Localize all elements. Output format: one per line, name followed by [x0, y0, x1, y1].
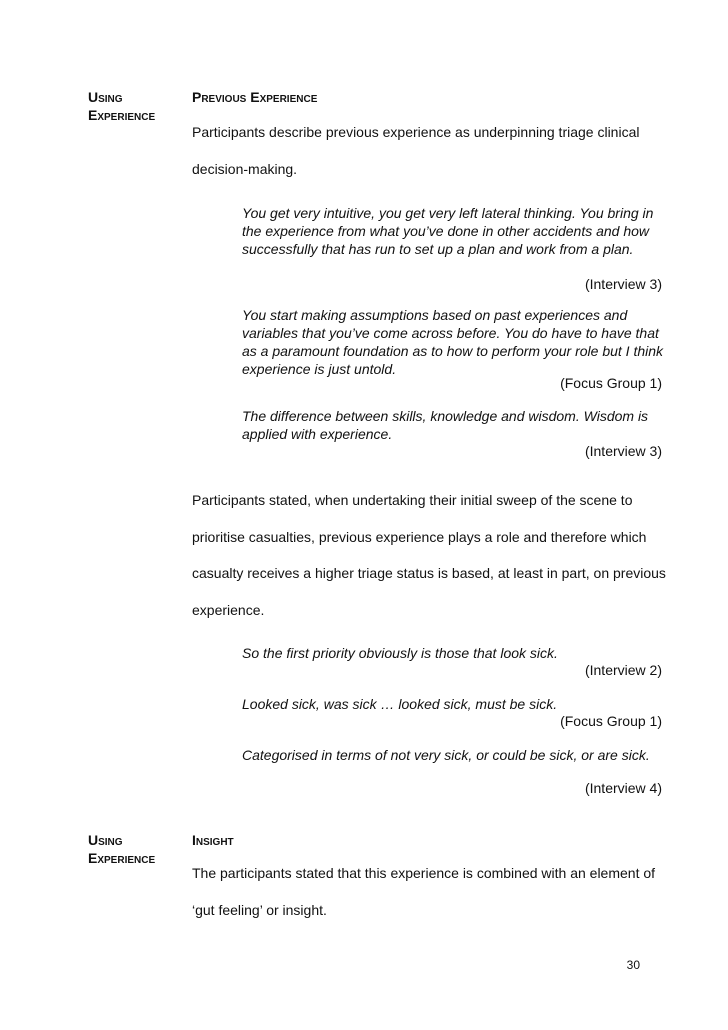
side-label-line-2: Experience: [88, 107, 156, 123]
page-number: 30: [626, 958, 640, 972]
body-paragraph: Participants stated, when undertaking their initial sweep of the scene to prioritise casualties, previous experience plays a role and therefore which casualty receives a higher triage status is based, at least in part, on previous experience.: [192, 492, 666, 618]
block-quote: Categorised in terms of not very sick, or could be sick, or are sick.: [242, 747, 650, 763]
side-label-line-1: Using: [88, 89, 123, 105]
side-label-line-2: Experience: [88, 850, 156, 866]
block-quote: You get very intuitive, you get very left lateral thinking. You bring in the experience from what you’ve done in other accidents and how successfully that has run to set up a plan and work from a plan.: [242, 205, 654, 257]
block-quote: You start making assumptions based on past experiences and variables that you’ve come across before. You do have to have that as a paramount foundation as to how to perform your role but I think experience is just untold.: [242, 307, 664, 377]
quote-source: (Interview 3): [584, 276, 662, 292]
block-quote: The difference between skills, knowledge and wisdom. Wisdom is applied with experience.: [242, 408, 649, 442]
side-label-line-1: Using: [88, 832, 123, 848]
quote-source: (Focus Group 1): [560, 713, 662, 729]
body-paragraph: Participants describe previous experience as underpinning triage clinical decision-making.: [192, 124, 640, 177]
quote-source: (Interview 2): [584, 662, 662, 678]
side-label: [88, 831, 183, 867]
block-quote: Looked sick, was sick … looked sick, must be sick.: [242, 696, 558, 712]
section-heading: Previous Experience: [192, 89, 318, 105]
side-label: [88, 88, 183, 124]
quote-source: (Interview 4): [584, 780, 662, 796]
block-quote: So the first priority obviously is those that look sick.: [242, 645, 558, 661]
quote-source: (Focus Group 1): [560, 375, 662, 391]
section-heading: Insight: [192, 832, 234, 848]
body-paragraph: The participants stated that this experience is combined with an element of ‘gut feeling’ or insight.: [192, 865, 656, 918]
quote-source: (Interview 3): [584, 443, 662, 459]
